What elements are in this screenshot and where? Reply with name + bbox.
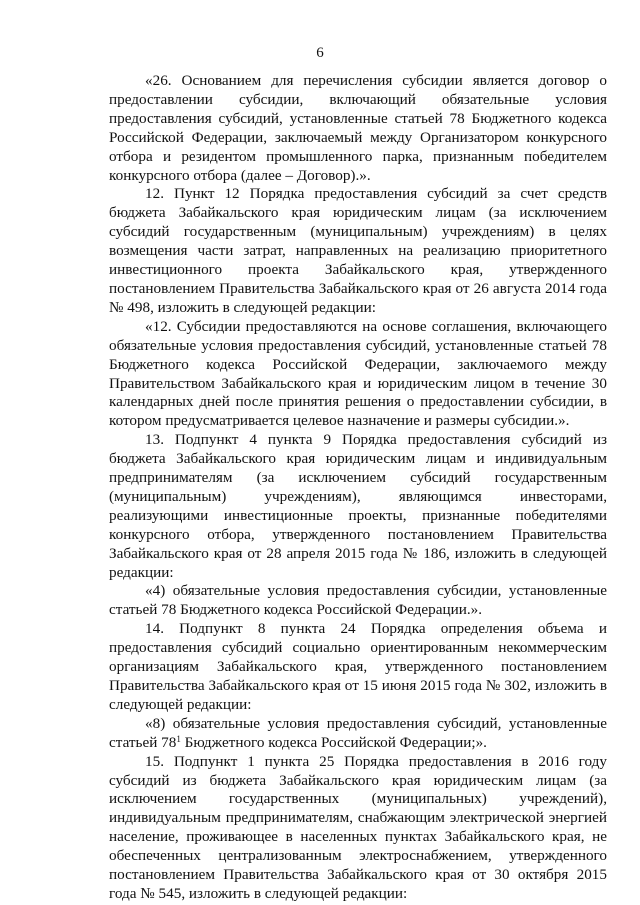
paragraph-item-12: 12. Пункт 12 Порядка предоставления субсидий за счет средств бюджета Забайкальского края юридическим лицам (за исключением субсидий государственным (муниципальным) учреждениям) в целях возмещения части затрат, направленных на реализацию приоритетного инвестиционного проекта Забайкальского края, утвержденного постановлением Правительства Забайкальского края от 26 августа 2014 года № 498, изложить в следующей редакции:	[109, 185, 607, 316]
paragraph-subclause-4-quote: «4) обязательные условия предоставления субсидии, установленные статьей 78 Бюджетного кодекса Российской Федерации.».	[109, 582, 607, 619]
superscript-article-number: 1	[176, 733, 181, 744]
paragraph-item-14: 14. Подпункт 8 пункта 24 Порядка определения объема и предоставления субсидий социально ориентированным некоммерческим организациям Забайкальского края, утвержденного постановлением Правительства Забайкальского края от 15 июня 2015 года № 302, изложить в следующей редакции:	[109, 620, 607, 713]
paragraph-subclause-8-quote	[109, 715, 607, 753]
paragraph-text-before: «8) обязательные условия предоставления субсидий, установленные статьей 78	[109, 714, 607, 751]
paragraph-clause-12-quote: «12. Субсидии предоставляются на основе соглашения, включающего обязательные условия предоставления субсидий, установленные статьей 78 Бюджетного кодекса Российской Федерации, заключаемого между Правительством Забайкальского края и юридическим лицом в течение 30 календарных дней после принятия решения о предоставлении субсидии, в котором предусматривается целевое назначение и размеры субсидии.».	[109, 317, 607, 430]
page-number: 6	[316, 45, 324, 61]
paragraph-text-after: Бюджетного кодекса Российской Федерации;».	[180, 733, 487, 751]
paragraph-item-13: 13. Подпункт 4 пункта 9 Порядка предоставления субсидий из бюджета Забайкальского края юридическим лицам и индивидуальным предпринимателям (за исключением субсидий государственным (муниципальным) учреждениям), являющимся инвесторами, реализующими инвестиционные проекты, признанные победителями конкурсного отбора, утвержденного постановлением Правительства Забайкальского края от 28 апреля 2015 года № 186, изложить в следующей редакции:	[109, 431, 607, 581]
paragraph-clause-26: «26. Основанием для перечисления субсидии является договор о предоставлении субсидии, включающий обязательные условия предоставления субсидий, установленные статьей 78 Бюджетного кодекса Российской Федерации, заключаемый между Организатором конкурсного отбора и резидентом промышленного парка, признанным победителем конкурсного отбора (далее – Договор).».	[109, 72, 607, 184]
paragraph-item-15: 15. Подпункт 1 пункта 25 Порядка предоставления в 2016 году субсидий из бюджета Забайкальского края юридическим лицам (за исключением государственных (муниципальных) учреждений), индивидуальным предпринимателям, снабжающим электрической энергией население, проживающее в населенных пунктах Забайкальского края, не обеспеченных централизованным электроснабжением, утвержденного постановлением Правительства Забайкальского края от 30 октября 2015 года № 545, изложить в следующей редакции:	[109, 752, 607, 902]
document-body	[109, 72, 607, 904]
